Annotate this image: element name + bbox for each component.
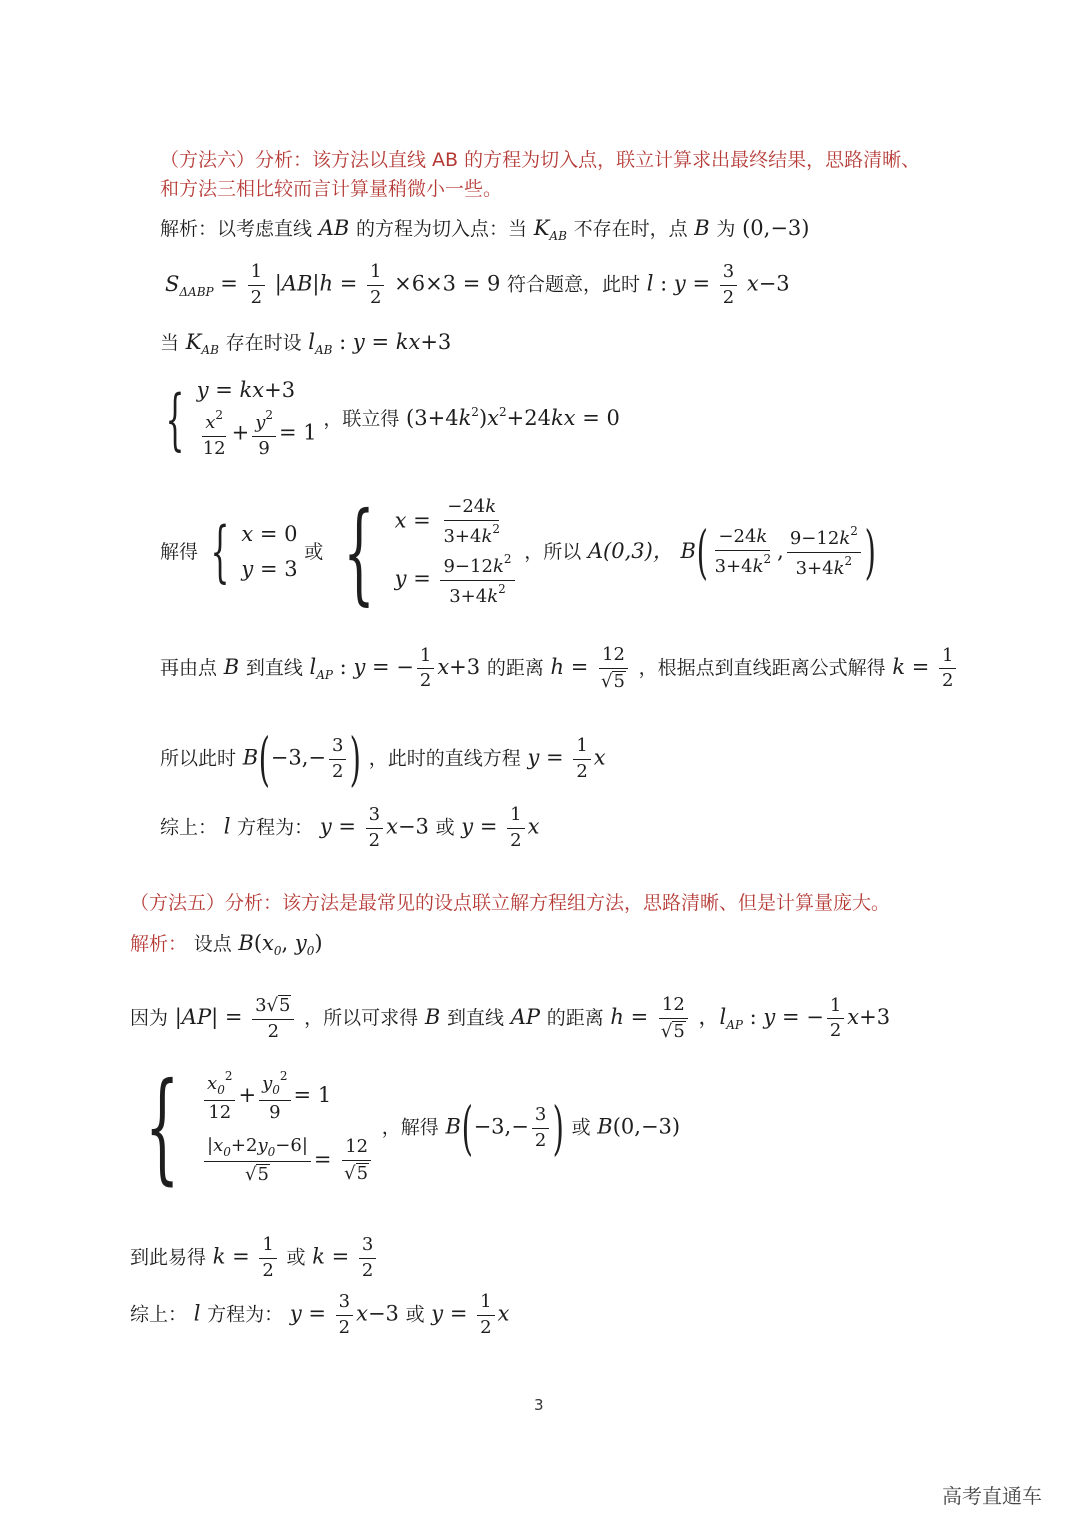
method5-system: { $\frac{x_0^2}{12}$ + $\frac{y_0^2}{9}$ = 1 $\frac{|x_0+2y_0-6|}{√5}$ = $\frac{12}{√5}$ ，解得 B(−3,− $\frac{3}{2}$ ) 或 B(0,−3) [144,1058,681,1197]
page-number: 3 [534,1396,544,1414]
method5-conclusion: 综上： l 方程为： y = $\frac{3}{2}$ x−3 或 y = $\frac{1}{2}$ x [130,1291,510,1338]
method6-conclusion: 综上： l 方程为： y = $\frac{3}{2}$ x−3 或 y = $\frac{1}{2}$ x [160,804,540,851]
method6-line3: 当 $K_{AB}$ 存在时设 $l_{AB}$ : y = kx+3 [160,330,452,357]
method5-line1: 解析： 设点 $B(x_0$, $y_0$) [130,931,323,958]
method5-k-values: 到此易得 k = $\frac{1}{2}$ 或 k = $\frac{3}{2}$ [130,1235,379,1281]
method5-line2: 因为 |AP| = $\frac{3√5}{2}$ ，所以可求得 B 到直线 AP 的距离 h = $\frac{12}{√5}$ ，$l_{AP}$ : y = − $\frac{1}{2}$ x+3 [130,994,891,1042]
method6-intro-line2: 和方法三相比较而言计算量稍微小一些。 [160,178,503,200]
method6-system1: { y = kx+3 $\frac{x^2}{12}$ + $\frac{y^2}{9}$ = 1 ，联立得 $(3+4k^2)x^2+24kx = 0$ [165,378,620,459]
method6-point-b: 所以此时 B(−3,− $\frac{3}{2}$ ) ，此时的直线方程 y = $\frac{1}{2}$ x [160,725,606,793]
method6-line1: 解析：以考虑直线 AB 的方程为切入点：当 $K_{AB}$ 不存在时，点 B 为 (0,−3) [160,216,810,243]
watermark: 高考直通车 [942,1484,1042,1508]
method6-intro-line1: （方法六）分析：该方法以直线 AB 的方程为切入点，联立计算求出最终结果，思路清晰、 [160,149,921,171]
method6-line2: $S_{\Delta ABP}$ = $\frac{1}{2}$ |AB|h = $\frac{1}{2}$ ×6×3 = 9 符合题意，此时 l : y = $\frac{3}{2}$ x−3 [165,261,790,308]
method6-solution: 解得 { x = 0 y = 3 或 { x = $\frac{-24k}{3+4k^2}$ y = $\frac{9-12k^2}{3+4k^2}$ ，所以 A(0,3)， B( $\frac{-24k}{3+4k^2}$ , $\frac{9-12k^2}{3+4k^2}$ ) [160,488,876,617]
method5-intro: （方法五）分析：该方法是最常见的设点联立解方程组方法，思路清晰、但是计算量庞大。 [130,892,891,914]
method6-distance: 再由点 B 到直线 $l_{AP}$ : y = − $\frac{1}{2}$ x+3 的距离 h = $\frac{12}{√5}$ ，根据点到直线距离公式解得 k = $\frac{1}{2}$ [160,645,959,692]
